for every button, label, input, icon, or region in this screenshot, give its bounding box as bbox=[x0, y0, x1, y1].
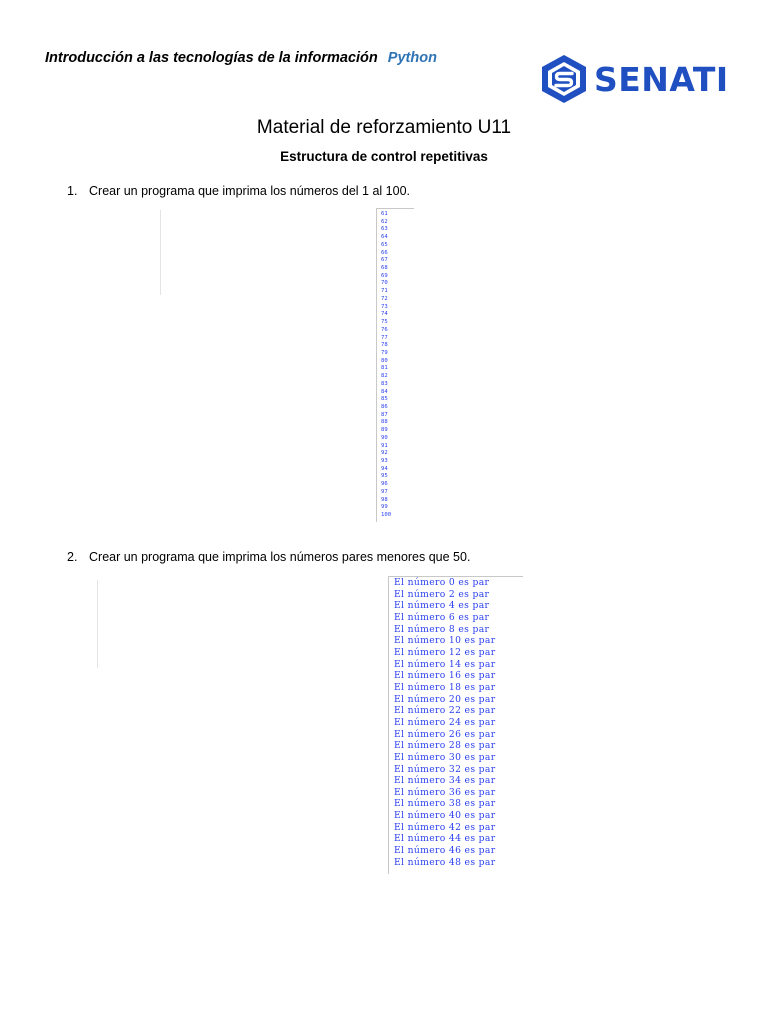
console-line: 89 bbox=[381, 427, 388, 434]
console-line: El número 42 es par bbox=[394, 821, 496, 833]
console-line: El número 8 es par bbox=[394, 623, 490, 635]
console-line: El número 28 es par bbox=[394, 740, 496, 752]
console-line: 74 bbox=[381, 311, 388, 318]
console-line: 67 bbox=[381, 257, 388, 264]
document-subtitle: Estructura de control repetitivas bbox=[280, 149, 488, 164]
console-output-2 bbox=[388, 576, 523, 874]
console-line: El número 40 es par bbox=[394, 810, 496, 822]
console-line: 100 bbox=[381, 512, 392, 519]
console-line: El número 34 es par bbox=[394, 775, 496, 787]
course-header bbox=[45, 50, 437, 66]
console-line: 69 bbox=[381, 272, 388, 279]
console-line: 85 bbox=[381, 396, 388, 403]
console-line: El número 0 es par bbox=[394, 577, 490, 588]
console-line: 96 bbox=[381, 481, 388, 488]
console-line: 90 bbox=[381, 434, 388, 441]
console-line: 91 bbox=[381, 442, 388, 449]
console-line: 78 bbox=[381, 342, 388, 349]
console-line: El número 24 es par bbox=[394, 716, 496, 728]
question-text: Crear un programa que imprima los números pares menores que 50. bbox=[89, 550, 471, 564]
console-line: El número 36 es par bbox=[394, 786, 496, 798]
question-text: Crear un programa que imprima los números del 1 al 100. bbox=[89, 184, 410, 198]
console-line: El número 14 es par bbox=[394, 658, 496, 670]
console-line: El número 10 es par bbox=[394, 635, 496, 647]
console-line: 63 bbox=[381, 226, 388, 233]
console-line: El número 4 es par bbox=[394, 600, 490, 612]
console-line: El número 32 es par bbox=[394, 763, 496, 775]
console-line: El número 6 es par bbox=[394, 611, 490, 623]
course-title: Introducción a las tecnologías de la información bbox=[45, 50, 378, 66]
question-2 bbox=[67, 550, 470, 564]
console-line: 68 bbox=[381, 265, 388, 272]
console-line: El número 48 es par bbox=[394, 856, 496, 868]
console-line: El número 12 es par bbox=[394, 646, 496, 658]
console-line: 99 bbox=[381, 504, 388, 511]
console-line: 97 bbox=[381, 488, 388, 495]
console-line: 61 bbox=[381, 211, 388, 217]
console-line: 70 bbox=[381, 280, 388, 287]
console-output-1 bbox=[376, 208, 414, 522]
console-line: El número 44 es par bbox=[394, 833, 496, 845]
console-line: 73 bbox=[381, 303, 388, 310]
question-number: 2. bbox=[67, 550, 78, 564]
console-line: El número 16 es par bbox=[394, 670, 496, 682]
document-title: Material de reforzamiento U11 bbox=[256, 117, 512, 138]
question-1 bbox=[67, 184, 410, 198]
console-line: 87 bbox=[381, 411, 388, 418]
console-line: 71 bbox=[381, 288, 388, 295]
logo-text: SENATI bbox=[594, 59, 729, 99]
console-line: 62 bbox=[381, 218, 388, 225]
console-line: El número 22 es par bbox=[394, 705, 496, 717]
console-line: El número 18 es par bbox=[394, 681, 496, 693]
console-line: El número 26 es par bbox=[394, 728, 496, 740]
console-line: 75 bbox=[381, 319, 388, 326]
console-line: 83 bbox=[381, 380, 388, 387]
console-line: 76 bbox=[381, 326, 388, 333]
console-line: 84 bbox=[381, 388, 388, 395]
console-line: 64 bbox=[381, 234, 388, 241]
course-language: Python bbox=[387, 50, 437, 66]
console-line: 98 bbox=[381, 496, 388, 503]
console-line: El número 30 es par bbox=[394, 751, 496, 763]
divider-line bbox=[97, 580, 98, 668]
divider-line bbox=[160, 210, 161, 295]
console-line: 92 bbox=[381, 450, 388, 457]
senati-s-hexagon-icon bbox=[538, 53, 590, 105]
console-line: 66 bbox=[381, 249, 388, 256]
console-line: 65 bbox=[381, 241, 388, 248]
console-line: 79 bbox=[381, 349, 388, 356]
console-line: 86 bbox=[381, 403, 388, 410]
console-line: El número 46 es par bbox=[394, 845, 496, 857]
senati-logo bbox=[538, 53, 729, 105]
console-line: 95 bbox=[381, 473, 388, 480]
console-line: 81 bbox=[381, 365, 388, 372]
console-line: 93 bbox=[381, 458, 388, 464]
console-line: 94 bbox=[381, 465, 388, 472]
console-line: 80 bbox=[381, 357, 388, 364]
console-line: 88 bbox=[381, 419, 388, 426]
console-line: El número 2 es par bbox=[394, 588, 490, 600]
console-line: El número 38 es par bbox=[394, 798, 496, 810]
console-line: 77 bbox=[381, 334, 388, 341]
console-line: El número 20 es par bbox=[394, 693, 496, 705]
console-line: 82 bbox=[381, 373, 388, 380]
console-line: 72 bbox=[381, 295, 388, 302]
question-number: 1. bbox=[67, 184, 78, 198]
